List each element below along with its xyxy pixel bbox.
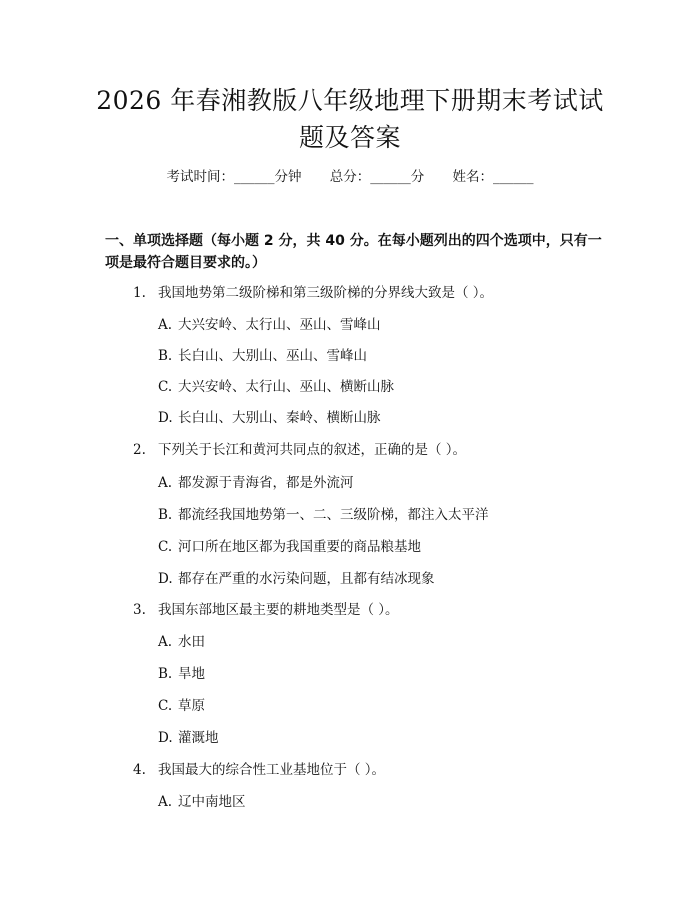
option-letter: D. bbox=[158, 571, 173, 587]
question-number: 4. bbox=[133, 762, 146, 778]
question-4-option-a bbox=[158, 792, 246, 812]
question-2 bbox=[133, 440, 466, 460]
option-text: 灌溉地 bbox=[178, 730, 219, 746]
exam-time-field: 考试时间：______分钟 bbox=[166, 169, 302, 185]
question-3-option-d bbox=[158, 728, 219, 748]
question-1 bbox=[133, 283, 493, 303]
question-number: 3. bbox=[133, 602, 146, 618]
option-letter: B. bbox=[158, 666, 173, 682]
student-name-field: 姓名：______ bbox=[452, 169, 534, 185]
option-text: 大兴安岭、太行山、巫山、横断山脉 bbox=[178, 379, 394, 395]
option-text: 草原 bbox=[178, 698, 205, 714]
question-1-option-b bbox=[158, 346, 367, 366]
question-3-option-c bbox=[158, 696, 205, 716]
option-letter: A. bbox=[158, 634, 173, 650]
option-text: 辽中南地区 bbox=[178, 794, 246, 810]
question-2-option-d bbox=[158, 569, 435, 589]
question-1-option-c bbox=[158, 377, 394, 397]
exam-meta-row bbox=[0, 167, 700, 187]
option-letter: A. bbox=[158, 317, 173, 333]
question-2-option-b bbox=[158, 505, 489, 525]
option-letter: D. bbox=[158, 410, 173, 426]
option-letter: B. bbox=[158, 507, 173, 523]
question-1-option-a bbox=[158, 315, 381, 335]
question-3-option-a bbox=[158, 632, 205, 652]
question-text: 我国东部地区最主要的耕地类型是（ ）。 bbox=[158, 602, 399, 618]
option-letter: C. bbox=[158, 698, 173, 714]
question-text: 我国地势第二级阶梯和第三级阶梯的分界线大致是（ ）。 bbox=[158, 285, 494, 301]
exam-title-line-1: 2026 年春湘教版八年级地理下册期末考试试 bbox=[96, 86, 604, 115]
question-number: 1. bbox=[133, 285, 146, 301]
option-letter: C. bbox=[158, 379, 173, 395]
option-letter: A. bbox=[158, 794, 173, 810]
option-text: 都发源于青海省，都是外流河 bbox=[178, 475, 354, 491]
option-text: 都流经我国地势第一、二、三级阶梯，都注入太平洋 bbox=[178, 507, 489, 523]
question-number: 2. bbox=[133, 442, 146, 458]
question-2-option-a bbox=[158, 473, 354, 493]
exam-title-line-2: 题及答案 bbox=[298, 123, 401, 152]
option-letter: A. bbox=[158, 475, 173, 491]
option-text: 都存在严重的水污染问题，且都有结冰现象 bbox=[178, 571, 435, 587]
option-letter: C. bbox=[158, 539, 173, 555]
option-letter: D. bbox=[158, 730, 173, 746]
section-heading-single-choice: 一、单项选择题（每小题 2 分，共 40 分。在每小题列出的四个选项中，只有一项是最符合题目要求的。） bbox=[105, 233, 602, 271]
option-text: 长白山、大别山、秦岭、横断山脉 bbox=[178, 410, 381, 426]
question-text: 下列关于长江和黄河共同点的叙述，正确的是（ ）。 bbox=[158, 442, 467, 458]
question-3-option-b bbox=[158, 664, 205, 684]
option-text: 长白山、大别山、巫山、雪峰山 bbox=[178, 348, 367, 364]
option-text: 水田 bbox=[178, 634, 205, 650]
option-letter: B. bbox=[158, 348, 173, 364]
question-2-option-c bbox=[158, 537, 421, 557]
question-text: 我国最大的综合性工业基地位于（ ）。 bbox=[158, 762, 386, 778]
question-4 bbox=[133, 760, 385, 780]
option-text: 河口所在地区都为我国重要的商品粮基地 bbox=[178, 539, 421, 555]
question-1-option-d bbox=[158, 408, 381, 428]
option-text: 大兴安岭、太行山、巫山、雪峰山 bbox=[178, 317, 381, 333]
total-score-field: 总分：______分 bbox=[329, 169, 425, 185]
question-3 bbox=[133, 600, 399, 620]
option-text: 旱地 bbox=[178, 666, 205, 682]
